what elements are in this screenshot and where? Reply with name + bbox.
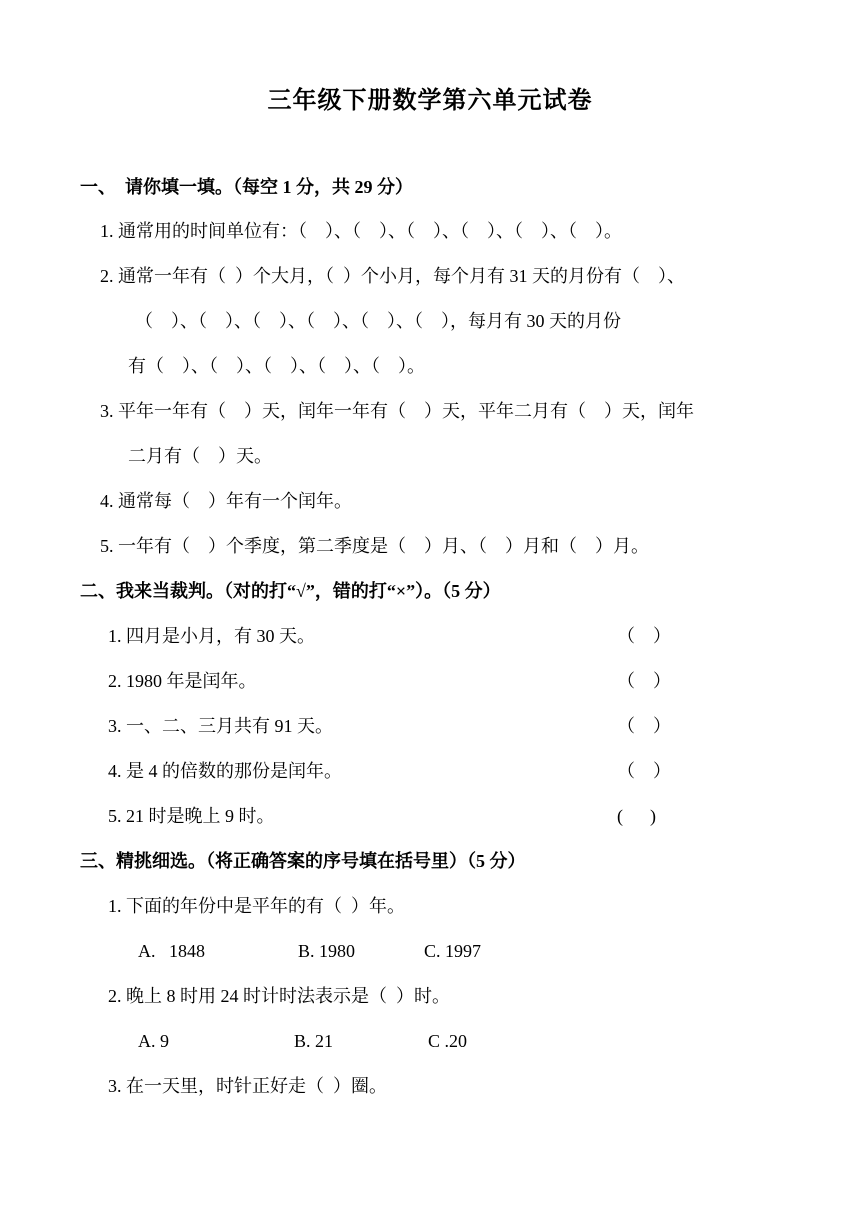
s3-question-3: 3. 在一天里，时针正好走（ ）圈。 — [108, 1076, 387, 1096]
s3-q2-option-a: A. 9 — [138, 1031, 169, 1051]
s2-answer-blank-5[interactable]: ( ) — [617, 806, 656, 826]
s2-answer-blank-1[interactable]: （ ） — [617, 626, 671, 646]
s2-item-1: 1. 四月是小月，有 30 天。 — [108, 626, 315, 646]
s3-q2-option-b: B. 21 — [294, 1031, 334, 1051]
s1-question-2-line3: 有（ ）、（ ）、（ ）、（ ）、（ ）。 — [128, 356, 425, 376]
s1-question-3-line1: 3. 平年一年有（ ）天，闰年一年有（ ）天，平年二月有（ ）天，闰年 — [100, 401, 694, 421]
s1-question-3-line2: 二月有（ ）天。 — [128, 446, 272, 466]
s2-answer-blank-2[interactable]: （ ） — [617, 671, 671, 691]
s2-item-3: 3. 一、二、三月共有 91 天。 — [108, 716, 333, 736]
section2-heading: 二、我来当裁判。（对的打“√”，错的打“×”）。（5 分） — [80, 581, 501, 601]
s2-answer-blank-4[interactable]: （ ） — [617, 761, 671, 781]
s2-answer-blank-3[interactable]: （ ） — [617, 716, 671, 736]
s3-q1-option-a: A. 1848 — [138, 941, 205, 961]
section3-heading: 三、精挑细选。（将正确答案的序号填在括号里）（5 分） — [80, 851, 526, 871]
s3-question-2: 2. 晚上 8 时用 24 时计时法表示是（ ）时。 — [108, 986, 450, 1006]
s1-question-1: 1. 通常用的时间单位有：（ ）、（ ）、（ ）、（ ）、（ ）、（ ）。 — [100, 221, 622, 241]
s1-question-2-line2: （ ）、（ ）、（ ）、（ ）、（ ）、（ ），每月有 30 天的月份 — [135, 311, 621, 331]
s3-q1-option-c: C. 1997 — [424, 941, 482, 961]
s2-item-5: 5. 21 时是晚上 9 时。 — [108, 806, 275, 826]
s3-q1-option-b: B. 1980 — [298, 941, 356, 961]
s2-item-4: 4. 是 4 的倍数的那份是闰年。 — [108, 761, 342, 781]
page-title: 三年级下册数学第六单元试卷 — [267, 88, 593, 114]
s1-question-4: 4. 通常每（ ）年有一个闰年。 — [100, 491, 352, 511]
s3-question-1: 1. 下面的年份中是平年的有（ ）年。 — [108, 896, 405, 916]
s3-q2-option-c: C .20 — [428, 1031, 468, 1051]
s1-question-2-line1: 2. 通常一年有（ ）个大月，（ ）个小月，每个月有 31 天的月份有（ ）、 — [100, 266, 685, 286]
s1-question-5: 5. 一年有（ ）个季度，第二季度是（ ）月、（ ）月和（ ）月。 — [100, 536, 649, 556]
section1-heading: 一、 请你填一填。（每空 1 分，共 29 分） — [80, 177, 413, 197]
s2-item-2: 2. 1980 年是闰年。 — [108, 671, 257, 691]
